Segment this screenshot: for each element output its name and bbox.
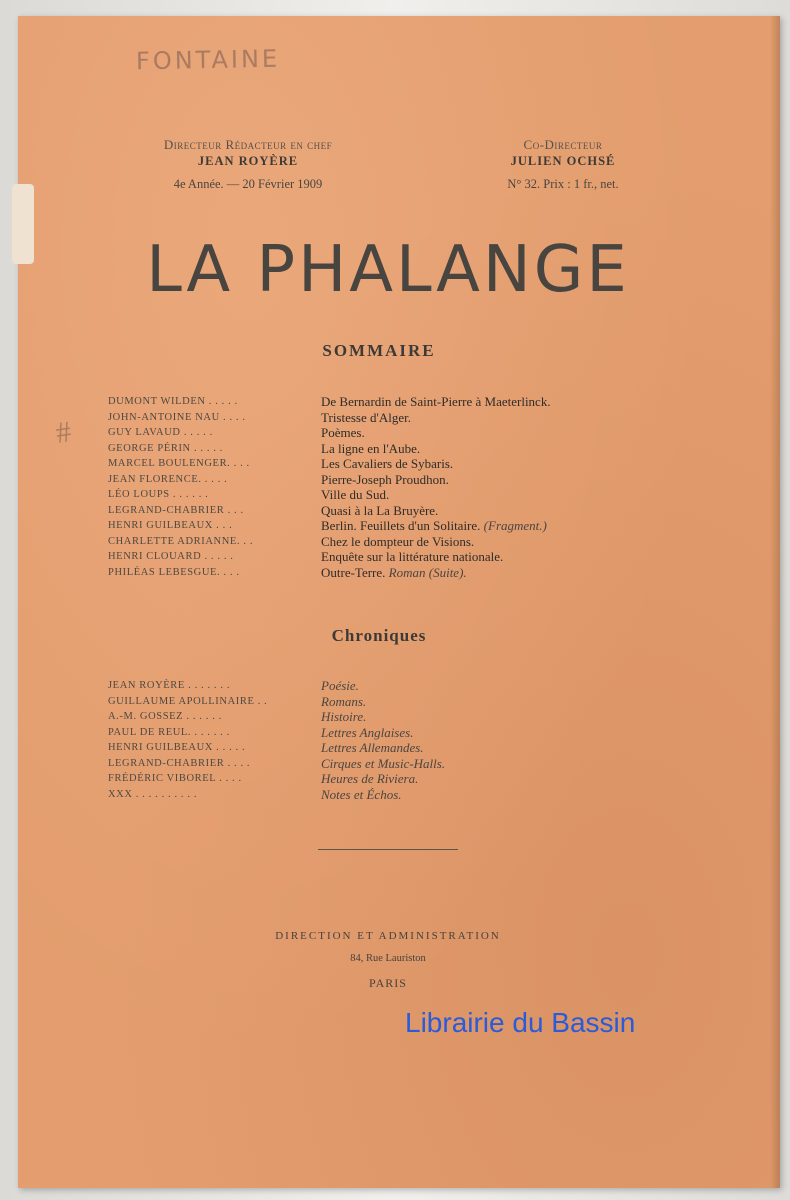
toc-row xyxy=(108,549,668,565)
director-label: Directeur Rédacteur en chef xyxy=(163,137,333,152)
header-director xyxy=(98,137,398,192)
toc-row xyxy=(108,425,668,441)
header-co-director xyxy=(453,137,673,192)
divider-rule xyxy=(318,849,458,850)
toc-author: JEAN ROYÈRE . . . . . . . xyxy=(108,680,231,691)
toc-title-text: Lettres Allemandes. xyxy=(321,740,424,755)
sommaire-list xyxy=(108,394,668,580)
toc-author: A.-M. GOSSEZ . . . . . . xyxy=(108,711,222,722)
toc-author: XXX . . . . . . . . . . xyxy=(108,788,198,800)
toc-author: HENRI GUILBEAUX . . . . . xyxy=(108,742,246,753)
toc-title xyxy=(321,503,668,519)
toc-title xyxy=(321,472,668,488)
toc-title xyxy=(321,456,668,472)
toc-row xyxy=(108,410,668,426)
toc-title xyxy=(321,771,668,787)
toc-title xyxy=(321,534,668,550)
toc-title xyxy=(321,487,668,503)
sommaire-heading: SOMMAIRE xyxy=(322,341,436,360)
toc-title-text: Ville du Sud. xyxy=(321,487,390,502)
toc-title-text: Histoire. xyxy=(321,709,367,724)
toc-title xyxy=(321,518,668,534)
toc-title xyxy=(321,756,668,772)
toc-title-text: Pierre-Joseph Proudhon. xyxy=(321,471,449,487)
toc-row xyxy=(108,472,668,488)
toc-title-text: Notes et Échos. xyxy=(321,786,402,802)
toc-title xyxy=(321,565,668,581)
toc-author: MARCEL BOULENGER. . . . xyxy=(108,458,250,469)
toc-title-text: Enquête sur la littérature nationale. xyxy=(321,549,504,564)
toc-author: JEAN FLORENCE. . . . . xyxy=(108,473,228,485)
toc-title-text: Les Cavaliers de Sybaris. xyxy=(321,456,454,471)
toc-author: HENRI GUILBEAUX . . . xyxy=(108,520,233,531)
toc-author: GUILLAUME APOLLINAIRE . . xyxy=(108,695,268,707)
toc-row xyxy=(108,534,668,550)
toc-title xyxy=(321,410,668,426)
toc-row xyxy=(108,740,668,756)
toc-author: DUMONT WILDEN . . . . . xyxy=(108,396,238,407)
toc-author: JOHN-ANTOINE NAU . . . . xyxy=(108,411,246,423)
magazine-title: LA PHALANGE xyxy=(146,233,630,307)
toc-title-text: Quasi à la La Bruyère. xyxy=(321,502,439,518)
toc-title-text: Romans. xyxy=(321,693,367,709)
toc-author: GUY LAVAUD . . . . . xyxy=(108,427,213,438)
toc-title-text: Poésie. xyxy=(321,678,359,693)
toc-title xyxy=(321,709,668,725)
toc-title xyxy=(321,694,668,710)
toc-row xyxy=(108,709,668,725)
toc-title-text: Berlin. Feuillets d'un Solitaire. xyxy=(321,518,481,533)
chroniques-heading: Chroniques xyxy=(331,626,427,645)
toc-title xyxy=(321,549,668,565)
toc-author: LEGRAND-CHABRIER . . . . xyxy=(108,757,251,769)
director-name: JEAN ROYÈRE xyxy=(197,154,299,168)
toc-author: GEORGE PÉRIN . . . . . xyxy=(108,442,223,454)
footer-city: PARIS xyxy=(369,976,407,990)
toc-title-note: (Fragment.) xyxy=(483,518,547,533)
toc-title-note: Roman (Suite). xyxy=(388,564,467,580)
toc-title-text: Lettres Anglaises. xyxy=(321,724,414,740)
toc-title-text: De Bernardin de Saint-Pierre à Maeterlinck. xyxy=(321,394,551,409)
toc-author: PHILÉAS LEBESGUE. . . . xyxy=(108,566,240,578)
toc-title xyxy=(321,678,668,694)
toc-row xyxy=(108,518,668,534)
toc-title-text: Poèmes. xyxy=(321,425,365,440)
toc-title xyxy=(321,441,668,457)
toc-author: HENRI CLOUARD . . . . . xyxy=(108,551,234,562)
toc-row xyxy=(108,725,668,741)
toc-row xyxy=(108,394,668,410)
co-director-name: JULIEN OCHSÉ xyxy=(510,154,616,168)
footer-address: 84, Rue Lauriston xyxy=(350,953,426,964)
toc-row xyxy=(108,694,668,710)
toc-author: PAUL DE REUL. . . . . . . xyxy=(108,726,230,738)
toc-row xyxy=(108,771,668,787)
footer-direction: DIRECTION ET ADMINISTRATION xyxy=(275,930,501,942)
toc-title xyxy=(321,725,668,741)
toc-title xyxy=(321,740,668,756)
cover-edge-shadow xyxy=(770,16,780,1188)
toc-title xyxy=(321,394,668,410)
toc-title-text: Chez le dompteur de Visions. xyxy=(321,533,475,549)
issue-date: 4e Année. — 20 Février 1909 xyxy=(173,177,323,191)
toc-title-text: Heures de Riviera. xyxy=(321,771,419,786)
chroniques-list xyxy=(108,678,668,802)
pencil-annotation: FONTAINE xyxy=(135,44,281,76)
toc-author: LEGRAND-CHABRIER . . . xyxy=(108,504,244,516)
toc-title xyxy=(321,425,668,441)
toc-title-text: La ligne en l'Aube. xyxy=(321,440,421,456)
toc-author: FRÉDÉRIC VIBOREL . . . . xyxy=(108,773,242,784)
toc-row xyxy=(108,678,668,694)
toc-row xyxy=(108,487,668,503)
spine-tear xyxy=(12,184,34,264)
toc-title-text: Tristesse d'Alger. xyxy=(321,409,411,425)
toc-title-text: Cirques et Music-Halls. xyxy=(321,755,446,771)
toc-author: LÉO LOUPS . . . . . . xyxy=(108,489,209,500)
toc-title-text: Outre-Terre. xyxy=(321,564,386,580)
toc-row xyxy=(108,787,668,803)
toc-row xyxy=(108,441,668,457)
bookseller-watermark: Librairie du Bassin xyxy=(405,1007,636,1038)
toc-row xyxy=(108,503,668,519)
toc-row xyxy=(108,456,668,472)
toc-row xyxy=(108,756,668,772)
toc-title xyxy=(321,787,668,803)
toc-row xyxy=(108,565,668,581)
magazine-cover xyxy=(18,16,780,1188)
toc-author: CHARLETTE ADRIANNE. . . xyxy=(108,535,254,547)
co-director-label: Co-Directeur xyxy=(523,137,603,152)
issue-number-price: N° 32. Prix : 1 fr., net. xyxy=(507,177,619,191)
pencil-hash-mark: # xyxy=(53,415,74,450)
